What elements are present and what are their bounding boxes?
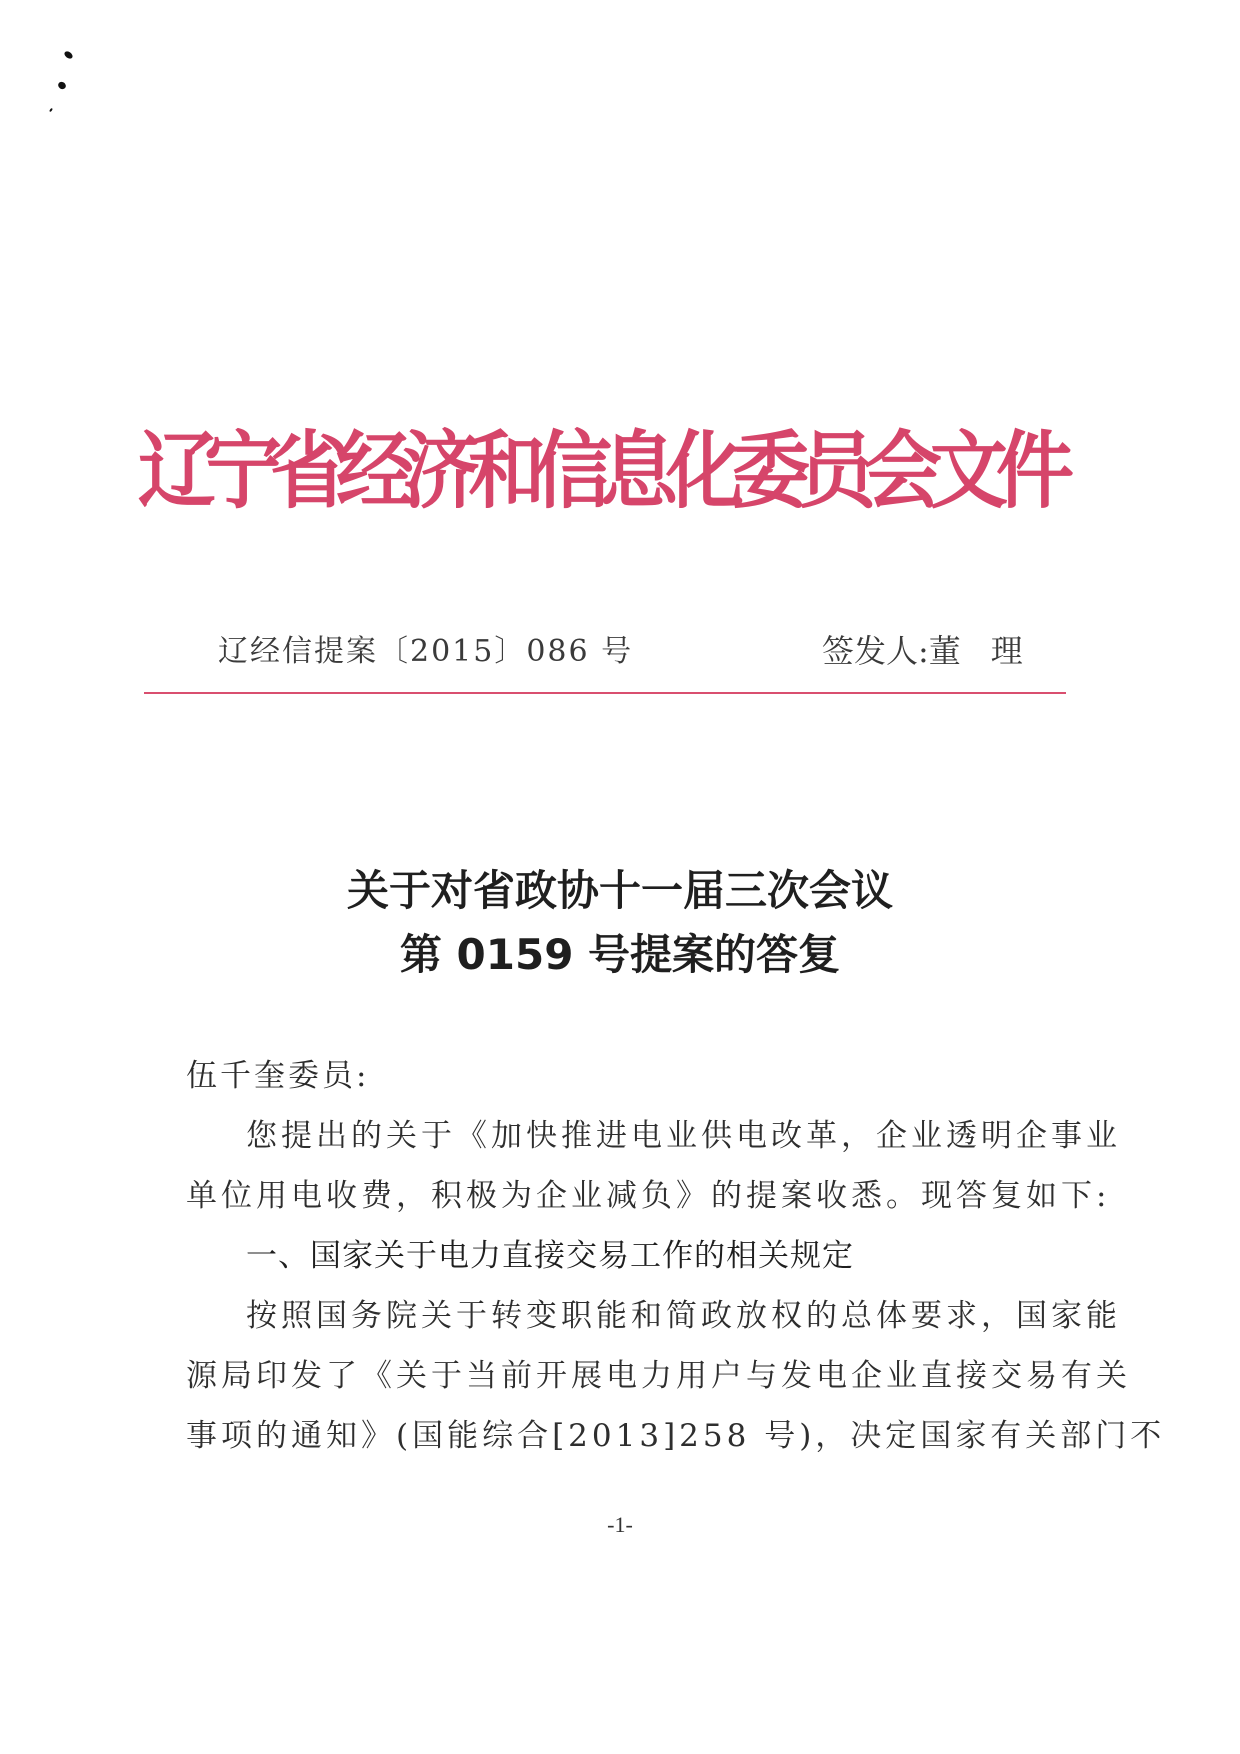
paragraph-2-line-2: 源局印发了《关于当前开展电力用户与发电企业直接交易有关 xyxy=(186,1358,1131,1394)
page-number: -1- xyxy=(607,1512,633,1537)
section-heading-1: 一、国家关于电力直接交易工作的相关规定 xyxy=(246,1238,854,1274)
masthead-title: 辽宁省经济和信息化委员会文件 xyxy=(138,423,1063,521)
signer-label: 签发人: xyxy=(822,632,929,670)
salutation: 伍千奎委员: xyxy=(186,1058,370,1094)
signer-block xyxy=(822,626,1053,672)
scan-speck xyxy=(49,108,53,112)
document-title-line-1: 关于对省政协十一届三次会议 xyxy=(346,866,893,915)
scan-speck xyxy=(63,50,74,60)
signer-name: 董理 xyxy=(928,632,1053,670)
paragraph-2-line-1: 按照国务院关于转变职能和简政放权的总体要求，国家能 xyxy=(246,1298,1121,1334)
paragraph-1-line-1: 您提出的关于《加快推进电业供电改革，企业透明企事业 xyxy=(246,1118,1121,1154)
document-number: 辽经信提案〔2015〕086 号 xyxy=(218,634,634,669)
paragraph-1-line-2: 单位用电收费，积极为企业减负》的提案收悉。现答复如下: xyxy=(186,1178,1111,1214)
document-title-line-2: 第 0159 号提案的答复 xyxy=(399,930,841,979)
header-divider xyxy=(144,692,1066,694)
scan-speck xyxy=(57,80,68,90)
paragraph-2-line-3: 事项的通知》(国能综合[2013]258 号)，决定国家有关部门不 xyxy=(186,1418,1166,1454)
